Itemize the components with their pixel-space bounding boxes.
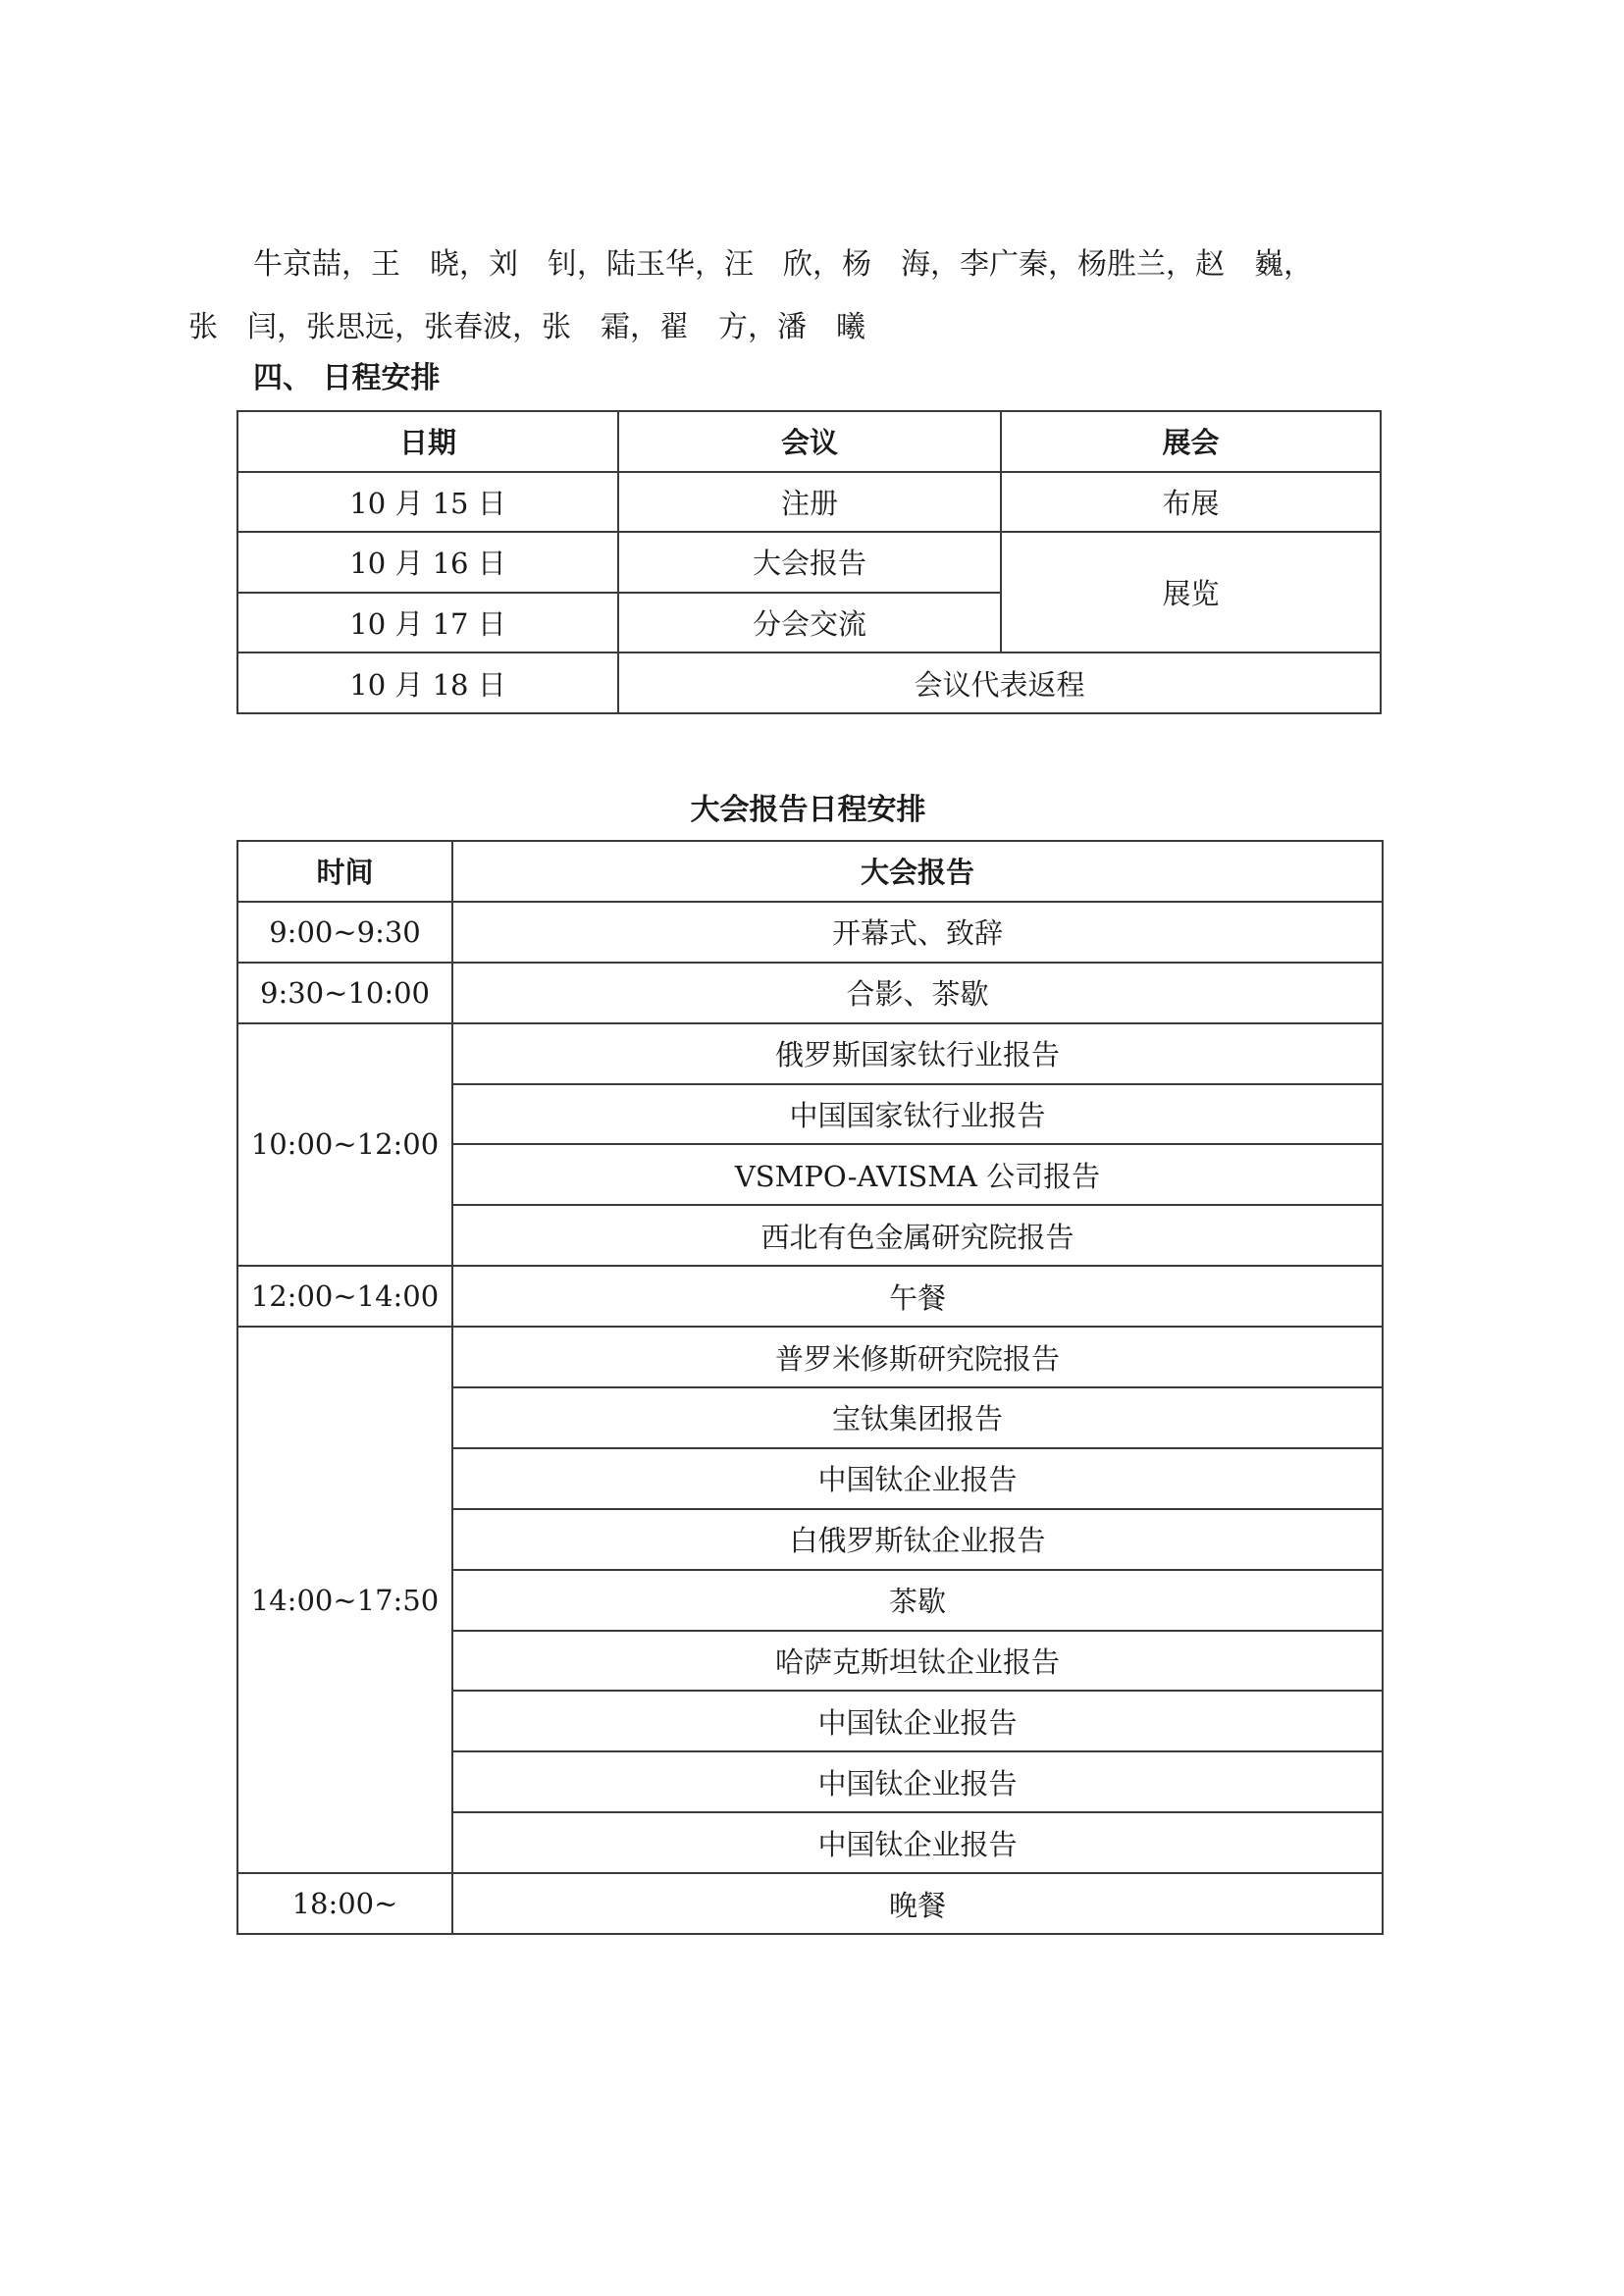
plenary-caption: 大会报告日程安排 [690,793,926,827]
report-cell: 合影、茶歇 [452,963,1383,1023]
table-row [237,472,1381,533]
table-row [237,1327,1383,1387]
report-cell: 中国钛企业报告 [452,1448,1383,1509]
time-cell: 9:30~10:00 [237,963,452,1023]
column-header-time: 时间 [237,841,452,902]
time-cell: 12:00~14:00 [237,1266,452,1327]
plenary-table [236,840,1384,1935]
time-cell: 18:00~ [237,1873,452,1934]
report-cell: 午餐 [452,1266,1383,1327]
column-header-meeting: 会议 [618,411,1001,472]
exhibition-cell: 布展 [1001,472,1381,533]
report-cell: 晚餐 [452,1873,1383,1934]
table-row [237,963,1383,1023]
date-cell: 10 月 16 日 [237,532,618,593]
attendee-names: 牛京喆，王 晓，刘 钊，陆玉华，汪 欣，杨 海，李广秦，杨胜兰，赵 巍，张 闫，张思远，张春波，张 霜，翟 方，潘 曦 [188,247,1313,344]
report-cell: 中国钛企业报告 [452,1691,1383,1751]
date-cell: 10 月 18 日 [237,652,618,713]
table-row [237,1023,1383,1084]
meeting-cell: 会议代表返程 [618,652,1381,713]
meeting-cell: 大会报告 [618,532,1001,593]
time-cell: 9:00~9:30 [237,902,452,963]
date-cell: 10 月 15 日 [237,472,618,533]
exhibition-cell: 展览 [1001,532,1381,652]
time-cell: 14:00~17:50 [237,1327,452,1873]
report-cell: 中国钛企业报告 [452,1751,1383,1812]
report-cell: 俄罗斯国家钛行业报告 [452,1023,1383,1084]
report-cell: 茶歇 [452,1570,1383,1631]
column-header-exhibition: 展会 [1001,411,1381,472]
column-header-report: 大会报告 [452,841,1383,902]
report-cell: VSMPO-AVISMA 公司报告 [452,1144,1383,1205]
report-cell: 西北有色金属研究院报告 [452,1205,1383,1266]
table-row [237,902,1383,963]
report-cell: 普罗米修斯研究院报告 [452,1327,1383,1387]
table-row [237,532,1381,593]
date-cell: 10 月 17 日 [237,593,618,653]
table-row [237,1266,1383,1327]
table-row [237,652,1381,713]
report-cell: 白俄罗斯钛企业报告 [452,1509,1383,1570]
report-cell: 中国国家钛行业报告 [452,1084,1383,1145]
report-cell: 开幕式、致辞 [452,902,1383,963]
report-cell: 哈萨克斯坦钛企业报告 [452,1631,1383,1692]
table-header-row [237,841,1383,902]
schedule-table [236,410,1382,714]
meeting-cell: 注册 [618,472,1001,533]
table-row [237,1873,1383,1934]
time-cell: 10:00~12:00 [237,1023,452,1267]
report-cell: 宝钛集团报告 [452,1387,1383,1448]
report-cell: 中国钛企业报告 [452,1812,1383,1873]
meeting-cell: 分会交流 [618,593,1001,653]
table-header-row [237,411,1381,472]
section-heading: 四、 日程安排 [253,361,441,395]
column-header-date: 日期 [237,411,618,472]
